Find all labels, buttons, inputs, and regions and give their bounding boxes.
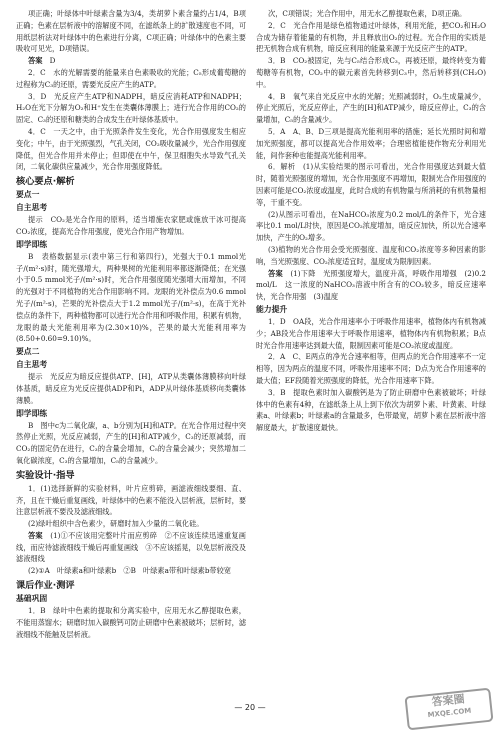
body-paragraph: B 图中c为二氧化碳，a、b分别为[H]和ATP。在光合作用过程中突然停止光照，光反应减弱，产生的[H]和ATP减少，C₃的还原减弱，而CO₂的固定仍在进行，C₃的含量会增加，C₅的含量会减少；突然增加二氧化碳浓度，C₃的含量增加，C₅的含量减少。 [16,420,246,465]
watermark-line1: 答案圈 [431,692,466,709]
body-paragraph: 提示 CO₂是光合作用的原料，适当增施农家肥或施放干冰可提高CO₂浓度，提高光合作用强度，使光合作用产物增加。 [16,215,246,236]
section-heading: 实验设计·指导 [16,469,75,481]
body-paragraph: (2)①A 叶绿素a和叶绿素b ②B 叶绿素a带和叶绿素b带较宽 [28,566,231,576]
answer-label: 答案 [28,530,43,540]
body-paragraph: 5．A A、B、D三项是提高光能利用率的措施；延长光照时间和增加光照强度，都可以提高光合作用效率；合理密植能使作物充分利用光能，间作套种也能提高光能利用率。 [256,126,486,160]
answer-paragraph [16,55,246,67]
body-paragraph: 3．D 光反应产生ATP和NADPH，暗反应消耗ATP和NADPH；H₂O在光下分解为O₂和H⁺发生在类囊体薄膜上；进行光合作用的CO₂的固定、C₃的还原和糖类的合成发生在叶绿体基质中。 [16,91,246,125]
body-paragraph: 2．C 水的光解需要的能量来自色素吸收的光能；C₅形成葡萄糖的过程称为C₃的还原，需要光反应产生的ATP。 [16,67,246,89]
body-paragraph: 4．C 一天之中，由于光照条件发生变化，光合作用强度发生相应变化；中午，由于光照强烈，气孔关闭，CO₂吸收量减少，光合作用强度降低，但光合作用并未停止；但即使在中午，保卫细胞失水导致气孔关闭，二氧化碳供应量减少，光合作用强度降低。 [16,126,246,172]
subsection-heading: 要点一 [16,190,40,200]
subsection-heading: 能力提升 [256,304,288,314]
page-body [16,8,486,698]
subsection-heading: 即学即练 [16,239,48,249]
answer-label: 答案 [268,268,283,278]
subsection-heading: 自主思考 [16,360,48,370]
answer-label: 答案 [28,56,43,66]
page-number: — 20 — [234,703,266,712]
body-paragraph: 4．B 氧气来自光反应中水的光解；光照减弱时，O₂生成量减少，停止光照后，光反应停止，产生的[H]和ATP减少，暗反应停止，C₃的含量增加，C₅的含量减少。 [256,91,486,125]
subsection-heading: 要点二 [16,347,40,357]
answer-paragraph [256,268,486,303]
body-paragraph: 提示 光反应为暗反应提供ATP、[H]，ATP从类囊体薄膜移向叶绿体基质，暗反应为光反应提供ADP和Pi，ADP从叶绿体基质移向类囊体薄膜。 [16,372,246,405]
subsection-heading: 基础巩固 [16,594,48,604]
body-paragraph: 项正确；叶绿体中叶绿素含量为3/4，类胡萝卜素含量约占1/4，B项正确；色素在层析液中的溶解度不同，在滤纸条上的扩散速度也不同，可用纸层析法对叶绿体中的色素进行分离，C项正确；叶绿体中的色素主要吸收可见光，D项错误。 [16,9,246,54]
body-paragraph: 2．C 光合作用是绿色植物通过叶绿体，利用光能，把CO₂和H₂O合成为储存着能量的有机物，并且释放出O₂的过程。光合作用的实质是把无机物合成有机物，暗反应利用的能量来源于光反应产生的ATP。 [256,20,486,54]
section-heading: 核心要点·解析 [16,176,75,188]
body-paragraph: 1．D OA段，光合作用速率小于呼吸作用速率，植物体内有机物减少；AB段光合作用速率大于呼吸作用速率，植物体内有机物积累；B点时光合作用速率达到最大值，限制因素可能是CO₂浓度或温度。 [256,316,486,350]
subsection-heading: 自主思考 [16,203,48,213]
body-paragraph: (2)从图示可看出，在NaHCO₃浓度为0.2 mol/L的条件下，光合速率比0.1 mol/L时快，原因是CO₂浓度增加，暗反应加快，所以光合速率加快，产生的O₂增多。 [256,209,486,243]
body-paragraph: 3．B 提取色素时加入碳酸钙是为了防止研磨中色素被破坏；叶绿体中的色素有4种，在滤纸条上从上到下依次为胡萝卜素、叶黄素、叶绿素a、叶绿素b；叶绿素a的含量最多，色带最宽，胡萝卜素在层析液中溶解度最大，扩散速度最快。 [256,387,486,433]
right-column [256,8,486,698]
body-paragraph: 6．解析 (1)从实验结果的图示可看出，光合作用强度达到最大值时，随着光照强度的增加，光合作用强度不再增加，限制光合作用强度的因素可能是CO₂浓度或温度，此时合成的有机物量与所消耗的有机物量相等，干重不变。 [256,162,486,207]
answer-text: D [42,56,56,66]
answer-text: (1)①不应该用完整叶片而应剪碎 ②不应该连续迅速重复画线，而应待滤液细线干燥后再重复画线 ③不应该摇晃，以免层析液没及滤液细线 [16,530,246,564]
body-paragraph: (2)绿叶组织中含色素少，研磨时加入少量的二氧化硅。 [28,519,204,529]
body-paragraph: 次，C项错误；光合作用中，用无水乙醇提取色素，D项正确。 [268,9,467,18]
subsection-heading: 即学即练 [16,408,48,418]
body-paragraph: (3)植物的光合作用会受光照强度、温度和CO₂浓度等多种因素的影响，当光照强度、CO₂浓度适宜时，温度成为限制因素。 [256,244,486,266]
body-paragraph: 3．B CO₂被固定，先与C₅结合形成C₃，再被还原，最终转变为葡萄糖等有机物，CO₂中的碳元素首先转移到C₃中，然后转移到(CH₂O)中。 [256,56,486,89]
left-column [16,8,246,698]
body-paragraph: 2．A C、E两点的净光合速率相等，但两点的光合作用速率不一定相等，因为两点的温度不同，呼吸作用速率不同；D点为光合作用速率的最大值；EF段随着光照强度的降低，光合作用速率下降。 [256,352,486,385]
watermark-line2: MXQE.COM [427,706,472,720]
answer-text: (1)下降 光照强度增大，温度升高，呼吸作用增强 (2)0.2 mol/L 这一浓度的NaHCO₃溶液中所含有的CO₂较多，暗反应速率快，光合作用强 (3)温度 [256,268,486,302]
section-heading: 课后作业·测评 [16,580,75,592]
body-paragraph: 1．B 绿叶中色素的提取和分离实验中，应用无水乙醇提取色素，不能用蒸馏水；研磨时加入碳酸钙可防止研磨中色素被破坏；层析时，滤液细线不能触及层析液。 [16,606,246,639]
body-paragraph: B 表格数据显示(表中第三行和第四行)，光强大于0.1 mmol光子/(m²·s)时，随光强增大，两种果树的光能利用率都逐渐降低；在光强小于0.5 mmol光子/(m²·s)时，光合作用强度随光强增大而增加，不同的光强对于不同植物的光合作用影响不同。龙眼的光补偿点为0.6 mmol光子/(m²·s)，芒果的光补偿点大于1.2 mmol光子/(m²·s)，在高于光补偿点的条件下，两种植物都可以进行光合作用和呼吸作用，积累有机物，龙眼的最大光能利用率为(2.30×10)%，芒果的最大光能利用率为(8.50+0.60=9.10)%。 [16,251,246,344]
body-paragraph: 1．(1)选择新鲜的实验材料，叶片应剪碎，画滤液细线要细、直、齐，且在干燥后重复画线，叶绿体中的色素不能没入层析液，层析时，要注意层析液不要没及滤液细线。 [16,483,246,517]
answer-paragraph [16,530,246,565]
